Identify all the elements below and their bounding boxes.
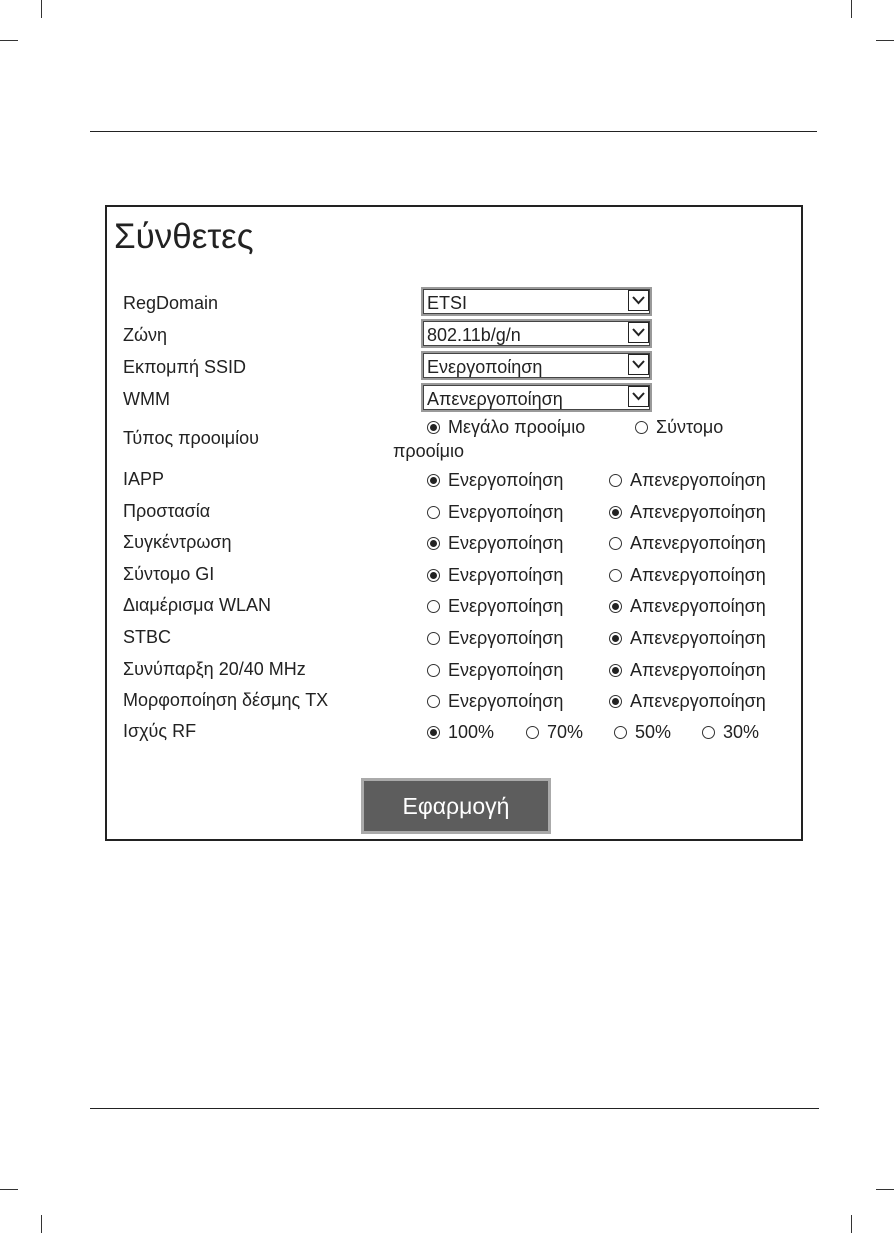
enable-radio[interactable] [427, 600, 440, 613]
rf-power-option-30[interactable] [702, 721, 759, 743]
page-title: Σύνθετες [114, 217, 254, 256]
setting-label: Μορφοποίηση δέσμης TX [123, 690, 329, 710]
enable-radio[interactable] [427, 632, 440, 645]
chevron-down-icon[interactable] [628, 386, 649, 407]
crop-mark [0, 40, 18, 41]
rf-power-label: Ισχύς RF [123, 721, 197, 741]
wmm-select[interactable] [421, 383, 652, 412]
rf-power-label-50: 50% [635, 722, 672, 742]
enable-radio[interactable] [427, 506, 440, 519]
rf-power-option-50[interactable] [614, 721, 671, 743]
preamble-long-label: Μεγάλο προοίμιο [448, 417, 586, 437]
enable-option[interactable] [427, 501, 563, 523]
ssid-broadcast-label: Εκπομπή SSID [123, 357, 246, 377]
enable-option[interactable] [427, 469, 563, 491]
crop-mark [851, 0, 852, 18]
enable-label: Ενεργοποίηση [448, 565, 564, 585]
regdomain-label: RegDomain [123, 293, 219, 313]
enable-label: Ενεργοποίηση [448, 596, 564, 616]
enable-option[interactable] [427, 659, 563, 681]
band-label: Ζώνη [123, 325, 168, 345]
enable-option[interactable] [427, 690, 563, 712]
chevron-down-icon[interactable] [628, 354, 649, 375]
enable-radio[interactable] [427, 695, 440, 708]
rf-power-option-70[interactable] [526, 721, 583, 743]
preamble-short-radio[interactable] [635, 421, 648, 434]
rf-power-radio-100[interactable] [427, 726, 440, 739]
setting-label: IAPP [123, 469, 165, 489]
preamble-long-radio[interactable] [427, 421, 440, 434]
chevron-down-icon[interactable] [628, 322, 649, 343]
setting-label: Διαμέρισμα WLAN [123, 595, 271, 615]
disable-option[interactable] [609, 564, 766, 586]
setting-label: Σύντομο GI [123, 564, 215, 584]
crop-mark [876, 1189, 894, 1190]
header-rule [90, 131, 817, 132]
disable-radio[interactable] [609, 664, 622, 677]
setting-label: Συγκέντρωση [123, 532, 232, 552]
disable-label: Απενεργοποίηση [630, 502, 766, 522]
wmm-value: Απενεργοποίηση [427, 389, 563, 409]
disable-radio[interactable] [609, 600, 622, 613]
disable-label: Απενεργοποίηση [630, 470, 766, 490]
setting-label: Προστασία [123, 501, 211, 521]
crop-mark [41, 0, 42, 18]
enable-option[interactable] [427, 564, 563, 586]
enable-radio[interactable] [427, 537, 440, 550]
preamble-short-label: Σύντομο [656, 417, 724, 437]
rf-power-option-100[interactable] [427, 721, 494, 743]
enable-label: Ενεργοποίηση [448, 502, 564, 522]
disable-option[interactable] [609, 532, 766, 554]
crop-mark [0, 1189, 18, 1190]
preamble-short-option[interactable] [635, 416, 723, 438]
rf-power-radio-30[interactable] [702, 726, 715, 739]
enable-radio[interactable] [427, 569, 440, 582]
enable-radio[interactable] [427, 474, 440, 487]
rf-power-radio-50[interactable] [614, 726, 627, 739]
enable-option[interactable] [427, 595, 563, 617]
disable-option[interactable] [609, 501, 766, 523]
band-value: 802.11b/g/n [427, 325, 521, 345]
enable-label: Ενεργοποίηση [448, 533, 564, 553]
enable-radio[interactable] [427, 664, 440, 677]
apply-button[interactable]: Εφαρμογή [361, 778, 551, 834]
preamble-long-option[interactable] [427, 416, 585, 438]
regdomain-value: ETSI [427, 293, 468, 313]
crop-mark [41, 1215, 42, 1233]
setting-label: Συνύπαρξη 20/40 MHz [123, 659, 306, 679]
disable-radio[interactable] [609, 569, 622, 582]
regdomain-select[interactable] [421, 287, 652, 316]
rf-power-label-30: 30% [723, 722, 760, 742]
disable-label: Απενεργοποίηση [630, 533, 766, 553]
preamble-short-label-wrap: προοίμιο [393, 441, 465, 461]
ssid-broadcast-select[interactable] [421, 351, 652, 380]
band-select[interactable] [421, 319, 652, 348]
disable-radio[interactable] [609, 506, 622, 519]
enable-label: Ενεργοποίηση [448, 660, 564, 680]
disable-radio[interactable] [609, 474, 622, 487]
disable-label: Απενεργοποίηση [630, 565, 766, 585]
footer-rule [90, 1108, 819, 1109]
disable-label: Απενεργοποίηση [630, 691, 766, 711]
disable-option[interactable] [609, 690, 766, 712]
ssid-broadcast-value: Ενεργοποίηση [427, 357, 543, 377]
rf-power-label-100: 100% [448, 722, 495, 742]
crop-mark [851, 1215, 852, 1233]
enable-label: Ενεργοποίηση [448, 470, 564, 490]
disable-label: Απενεργοποίηση [630, 596, 766, 616]
disable-label: Απενεργοποίηση [630, 628, 766, 648]
disable-radio[interactable] [609, 537, 622, 550]
disable-option[interactable] [609, 659, 766, 681]
crop-mark [876, 40, 894, 41]
disable-radio[interactable] [609, 632, 622, 645]
rf-power-radio-70[interactable] [526, 726, 539, 739]
enable-option[interactable] [427, 627, 563, 649]
disable-option[interactable] [609, 627, 766, 649]
rf-power-label-70: 70% [547, 722, 584, 742]
setting-label: STBC [123, 627, 172, 647]
enable-label: Ενεργοποίηση [448, 628, 564, 648]
chevron-down-icon[interactable] [628, 290, 649, 311]
enable-label: Ενεργοποίηση [448, 691, 564, 711]
preamble-label: Τύπος προοιμίου [123, 428, 260, 448]
disable-option[interactable] [609, 595, 766, 617]
wmm-label: WMM [123, 389, 170, 409]
disable-option[interactable] [609, 469, 766, 491]
disable-radio[interactable] [609, 695, 622, 708]
enable-option[interactable] [427, 532, 563, 554]
disable-label: Απενεργοποίηση [630, 660, 766, 680]
advanced-settings-panel [105, 205, 803, 841]
